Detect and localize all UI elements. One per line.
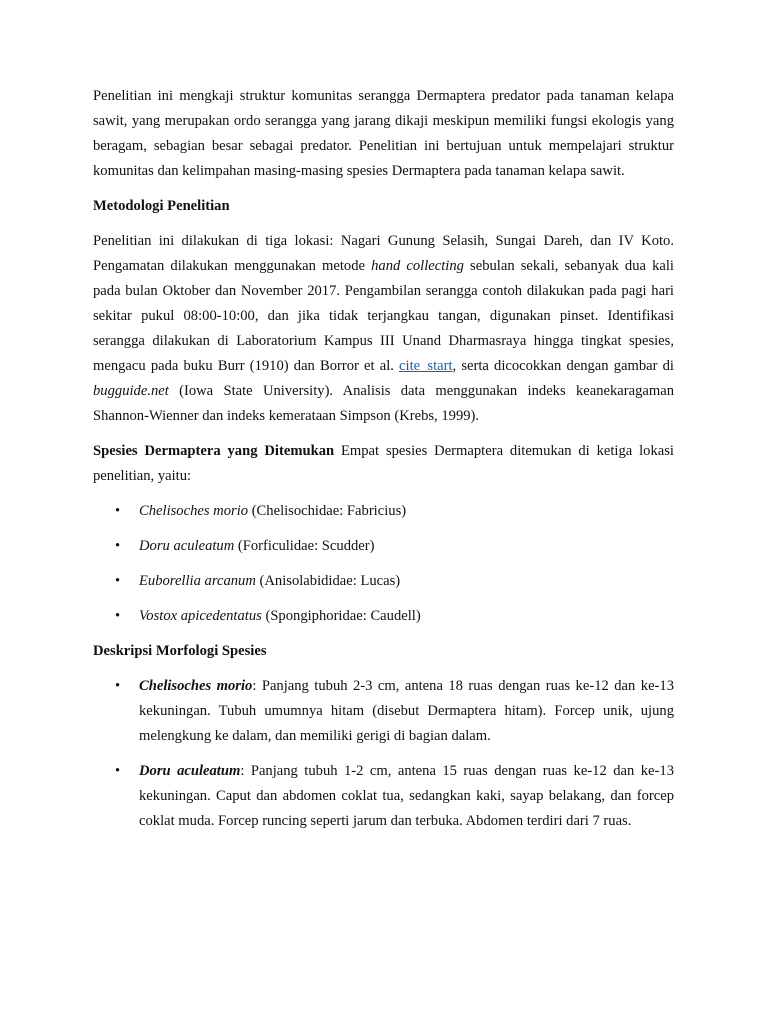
species-detail: (Anisolabididae: Lucas) bbox=[255, 573, 401, 589]
intro-paragraph: Penelitian ini mengkaji struktur komunitas serangga Dermaptera predator pada tanaman kelapa sawit, yang merupakan ordo serangga yang jarang dikaji meskipun memiliki fungsi ekologis yang beragam, sebagian besar sebagai predator. Penelitian ini bertujuan untuk mempelajari struktur komunitas dan kelimpahan masing-masing spesies Dermaptera pada tanaman kelapa sawit. bbox=[93, 88, 674, 179]
species-list bbox=[93, 499, 674, 629]
species-description: : Panjang tubuh 1-2 cm, antena 15 ruas dengan ruas ke-12 dan ke-13 kekuningan. Caput dan abdomen coklat tua, sedangkan kaki, sayap belakang, dan forcep coklat muda. Forcep runcing seperti jarum dan terbuka. Abdomen terdiri dari 7 ruas. bbox=[139, 763, 674, 829]
species-name: Euborellia arcanum bbox=[139, 573, 256, 589]
bullet-icon: • bbox=[115, 503, 121, 519]
list-item bbox=[115, 604, 674, 629]
list-item bbox=[115, 759, 674, 834]
bullet-icon: • bbox=[115, 538, 121, 554]
species-detail: (Spongiphoridae: Caudell) bbox=[261, 608, 421, 624]
species-detail: (Forficulidae: Scudder) bbox=[234, 538, 375, 554]
list-item bbox=[115, 674, 675, 749]
metodologi-text-3: , serta dicocokkan dengan gambar di bbox=[452, 358, 674, 374]
spesies-paragraph bbox=[93, 439, 674, 489]
metodologi-heading: Metodologi Penelitian bbox=[93, 198, 230, 214]
deskripsi-heading: Deskripsi Morfologi Spesies bbox=[93, 643, 267, 659]
species-description: : Panjang tubuh 2-3 cm, antena 18 ruas dengan ruas ke-12 dan ke-13 kekuningan. Tubuh umumnya hitam (disebut Dermaptera hitam). Forcep unik, ujung melengkung ke dalam, dan memiliki gerigi di bagian dalam. bbox=[139, 678, 675, 744]
species-name: Doru aculeatum bbox=[139, 763, 241, 779]
metodologi-text-1: Penelitian ini dilakukan di tiga lokasi: Nagari Gunung Selasih, Sungai Dareh, dan IV Koto. Pengamatan dilakukan menggunakan metode bbox=[93, 233, 674, 274]
site-term: bugguide.net bbox=[93, 383, 169, 399]
list-item bbox=[115, 569, 674, 594]
metodologi-text-4: (Iowa State University). Analisis data menggunakan indeks keanekaragaman Shannon-Wienner dan indeks kemerataan Simpson (Krebs, 1999). bbox=[93, 383, 674, 424]
method-term: hand collecting bbox=[371, 258, 464, 274]
species-detail: (Chelisochidae: Fabricius) bbox=[248, 503, 407, 519]
metodologi-text-2: sebulan sekali, sebanyak dua kali pada bulan Oktober dan November 2017. Pengambilan serangga contoh dilakukan pada pagi hari sekitar pukul 08:00-10:00, dan jika tidak terjangkau tangan, digunakan pinset. Identifikasi serangga dilakukan di Laboratorium Kampus III Unand Dharmasraya hingga tingkat spesies, mengacu pada buku Burr (1910) dan Borror et al. bbox=[93, 258, 674, 374]
species-name: Chelisoches morio bbox=[139, 678, 253, 694]
description-list bbox=[93, 674, 674, 834]
document-page bbox=[93, 84, 674, 844]
metodologi-paragraph bbox=[93, 229, 674, 429]
spesies-heading: Spesies Dermaptera yang Ditemukan bbox=[93, 443, 335, 459]
list-item bbox=[115, 534, 674, 559]
spesies-lead: Empat spesies Dermaptera ditemukan di ketiga lokasi penelitian, yaitu: bbox=[93, 443, 674, 484]
species-name: Vostox apicedentatus bbox=[139, 608, 262, 624]
bullet-icon: • bbox=[115, 763, 121, 779]
bullet-icon: • bbox=[115, 608, 121, 624]
citation-link[interactable]: cite_start bbox=[399, 358, 453, 374]
bullet-icon: • bbox=[115, 573, 121, 589]
list-item bbox=[115, 499, 674, 524]
species-name: Chelisoches morio bbox=[139, 503, 249, 519]
bullet-icon: • bbox=[115, 678, 121, 694]
species-name: Doru aculeatum bbox=[139, 538, 235, 554]
